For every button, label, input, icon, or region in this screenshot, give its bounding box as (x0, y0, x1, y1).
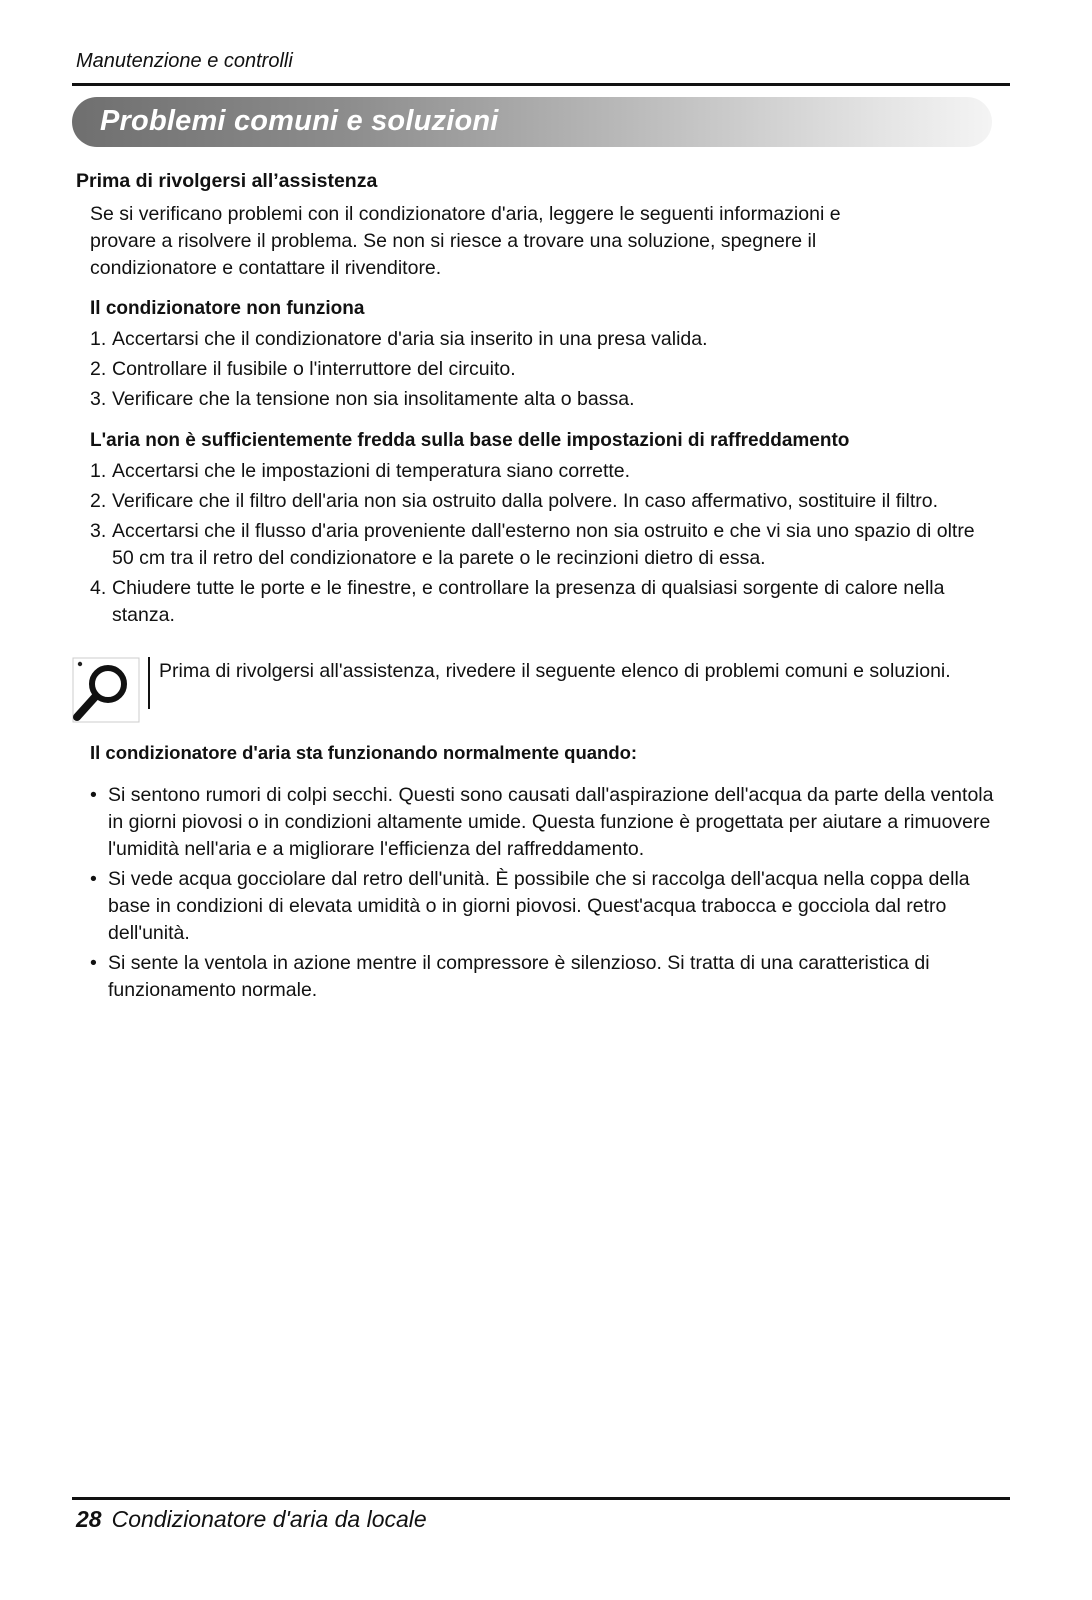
bullet-icon: • (90, 952, 97, 974)
header-divider (72, 83, 1010, 86)
list-item (90, 575, 996, 629)
item-text: Accertarsi che il condizionatore d'aria sia inserito in una presa valida. (112, 328, 708, 350)
bullet-icon: • (90, 868, 97, 890)
footer-title: Condizionatore d'aria da locale (111, 1506, 427, 1532)
page-number: 28 (76, 1506, 102, 1532)
intro-paragraph (90, 201, 996, 282)
intro-heading: Prima di rivolgersi all’assistenza (76, 170, 378, 192)
item-number: 3. (90, 388, 107, 410)
item-text: Si sentono rumori di colpi secchi. Questi sono causati dall'aspirazione dell'acqua da parte della ventola in giorni piovosi o in condizioni altamente umide. Questa funzione è progettata per aiutare a rimuovere l'umidità nell'aria e a migliorare l'efficienza del raffreddamento. (108, 784, 994, 860)
item-text: Si sente la ventola in azione mentre il compressore è silenzioso. Si tratta di una caratteristica di funzionamento normale. (108, 952, 930, 1001)
list-item (90, 866, 996, 947)
item-text: Chiudere tutte le porte e le finestre, e controllare la presenza di qualsiasi sorgente di calore nella stanza. (112, 577, 945, 626)
list-item (90, 782, 996, 863)
item-text: Accertarsi che il flusso d'aria proveniente dall'esterno non sia ostruito e che vi sia uno spazio di oltre 50 cm tra il retro del condizionatore e la parete o le recinzioni dietro di essa. (112, 520, 975, 569)
page-footer (76, 1506, 427, 1533)
list-item (90, 950, 996, 1004)
item-text: Verificare che il filtro dell'aria non sia ostruito dalla polvere. In caso affermativo, sostituire il filtro. (112, 490, 938, 512)
item-number: 4. (90, 577, 107, 599)
note-box (76, 657, 996, 723)
item-number: 2. (90, 358, 107, 380)
list-item (90, 326, 996, 353)
not-cold-list (90, 458, 996, 629)
item-number: 2. (90, 490, 107, 512)
section-header: Manutenzione e controlli (76, 50, 293, 72)
item-text: Accertarsi che le impostazioni di temperatura siano corrette. (112, 460, 631, 482)
intro-line: provare a risolvere il problema. Se non si riesce a trovare una soluzione, spegnere il (90, 230, 817, 252)
page-title: Problemi comuni e soluzioni (100, 105, 499, 137)
intro-line: Se si verificano problemi con il condizionatore d'aria, leggere le seguenti informazioni e (90, 203, 841, 225)
not-working-heading: Il condizionatore non funziona (90, 298, 365, 319)
not-cold-heading: L'aria non è sufficientemente fredda sulla base delle impostazioni di raffreddamento (90, 430, 850, 451)
title-banner (72, 97, 992, 147)
main-content (76, 168, 996, 1007)
list-item (90, 488, 996, 515)
list-item (90, 356, 996, 383)
list-item (90, 458, 996, 485)
item-text: Si vede acqua gocciolare dal retro dell'unità. È possibile che si raccolga dell'acqua nella coppa della base in condizioni di elevata umidità o in giorni piovosi. Quest'acqua trabocca e gocciola dal retro dell'unità. (108, 868, 970, 944)
intro-line: condizionatore e contattare il rivenditore. (90, 257, 442, 279)
magnifier-icon (72, 657, 140, 723)
item-number: 3. (90, 520, 107, 542)
not-working-list (90, 326, 996, 413)
normal-operation-list (90, 782, 996, 1004)
item-number: 1. (90, 328, 107, 350)
note-text: Prima di rivolgersi all'assistenza, rivedere il seguente elenco di problemi comuni e soluzioni. (159, 660, 951, 682)
normal-operation-heading: Il condizionatore d'aria sta funzionando normalmente quando: (90, 742, 638, 763)
item-text: Controllare il fusibile o l'interruttore del circuito. (112, 358, 516, 380)
list-item (90, 386, 996, 413)
bullet-icon: • (90, 784, 97, 806)
footer-divider (72, 1497, 1010, 1500)
note-divider (148, 657, 150, 709)
item-number: 1. (90, 460, 107, 482)
item-text: Verificare che la tensione non sia insolitamente alta o bassa. (112, 388, 635, 410)
list-item (90, 518, 996, 572)
